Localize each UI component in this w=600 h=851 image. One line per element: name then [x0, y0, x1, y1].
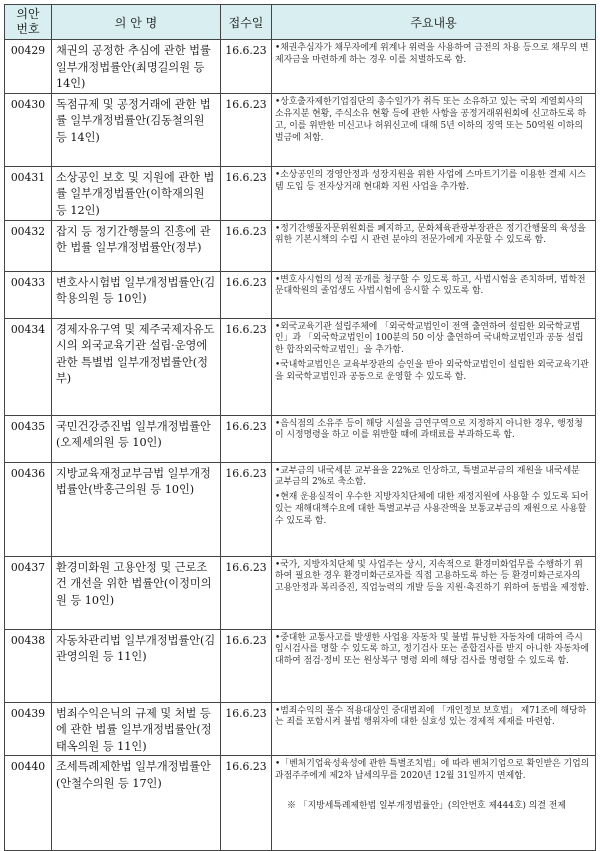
bill-number: 00436: [5, 462, 52, 556]
table-row: [5, 318, 596, 415]
content-point: •음식점의 소유주 등이 해당 시설을 금연구역으로 지정하지 아니한 경우, 행정청이 시정명령을 하고 이를 위반할 때에 과태료를 부과하도록 함.: [275, 418, 583, 441]
bill-number: 00438: [5, 629, 52, 702]
content-point: •상호출자제한기업집단의 총수일가가 취득 또는 소유하고 있는 국외 계열회사의 소유지분 현황, 주식소유 현황 등에 관한 사항을 공정거래위원회에 신고하도록 하고, 이를 위반한 미신고나 허위신고에 대해 5년 이하의 징역 또는 50억원 이하의 벌금에 처함.: [275, 96, 587, 143]
main-content: [272, 220, 596, 271]
main-content: [272, 271, 596, 318]
content-point: •「벤처기업육성육성에 관한 특별조치법」에 따라 벤처기업으로 확인받은 기업의 과점주주에게 제2차 납세의무를 2020년 12월 31일까지 면제함.: [275, 759, 590, 782]
content-point: •정기간행물자문위원회를 폐지하고, 문화체육관광부장관은 정기간행물의 육성을 위한 기본시책의 수립 시 관련 분야의 전문가에게 자문할 수 있도록 함.: [275, 223, 586, 246]
bill-name: 변호사시험법 일부개정법률안(김학용의원 등 10인): [52, 271, 221, 318]
main-content: [272, 318, 596, 415]
main-content: [272, 93, 596, 166]
bill-number: 00439: [5, 702, 52, 756]
main-content: [272, 756, 596, 851]
table-row: [5, 220, 596, 271]
main-content: [272, 556, 596, 629]
bill-name: 경제자유구역 및 제주국제자유도시의 외국교육기관 설립·운영에 관한 특별법 일부개정법률안(정부): [52, 318, 221, 415]
header-bill-name: 의 안 명: [52, 5, 221, 40]
bill-name: 채권의 공정한 추심에 관한 법률 일부개정법률안(최명길의원 등 14인): [52, 40, 221, 94]
bill-number: 00429: [5, 40, 52, 94]
header-main-content: 주요내용: [272, 5, 596, 40]
received-date: 16.6.23: [221, 93, 272, 166]
bill-table-body: [5, 40, 596, 851]
main-content: [272, 40, 596, 94]
content-point: •국가, 지방자치단체 및 사업주는 상시, 지속적으로 환경미화업무를 수행하기 위하여 필요한 경우 환경미화근로자를 직접 고용하도록 하는 등 환경미화근로자의 고용안정과 복리증진, 직업능력의 개발 등을 지원·촉진하기 위하여 동법을 제정함.: [275, 559, 589, 594]
content-point: •범죄수익의 몰수 적용대상인 중대범죄에 「개인정보 보호법」 제71조에 해당하는 죄를 포함시켜 불법 행위자에 대한 실효성 있는 경제적 제재를 마련함.: [275, 705, 587, 728]
received-date: 16.6.23: [221, 462, 272, 556]
bill-number: 00434: [5, 318, 52, 415]
received-date: 16.6.23: [221, 318, 272, 415]
bill-number: 00431: [5, 166, 52, 220]
bill-name: 환경미화원 고용안정 및 근로조건 개선을 위한 법률안(이정미의원 등 10인): [52, 556, 221, 629]
received-date: 16.6.23: [221, 702, 272, 756]
content-point: •중대한 교통사고를 발생한 사업용 자동차 및 불법 튜닝한 자동차에 대하여 즉시 임시검사를 명할 수 있도록 하고, 정기검사 또는 종합검사를 받지 아니한 자동차에 대하여 점검·정비 또는 원상복구 명령 외에 해당 검사를 명령할 수 있도록 함.: [275, 632, 589, 667]
content-note: ※ 「지방세특례제한법 일부개정법률안」(의안번호 제444호) 의결 전제: [287, 801, 566, 812]
received-date: 16.6.23: [221, 629, 272, 702]
table-row: [5, 462, 596, 556]
table-row: [5, 93, 596, 166]
bill-name: 자동차관리법 일부개정법률안(김관영의원 등 11인): [52, 629, 221, 702]
header-received-date: 접수일: [221, 5, 272, 40]
content-point: •채권추심자가 채무자에게 위계나 위력을 사용하여 금전의 차용 등으로 채무의 변제자금을 마련하게 하는 경우 이를 처벌하도록 함.: [275, 43, 589, 65]
received-date: 16.6.23: [221, 415, 272, 462]
received-date: 16.6.23: [221, 556, 272, 629]
received-date: 16.6.23: [221, 166, 272, 220]
table-row: [5, 556, 596, 629]
bill-name: 지방교육재정교부금법 일부개정법률안(박홍근의원 등 10인): [52, 462, 221, 556]
content-point: •소상공인의 경영안정과 성장지원을 위한 사업에 스마트기기를 이용한 결제 시스템 도입 등 전자상거래 현대화 지원 사업을 추가함.: [275, 169, 586, 192]
bill-number: 00440: [5, 756, 52, 851]
bill-number: 00435: [5, 415, 52, 462]
table-row: [5, 415, 596, 462]
content-point: •외국교육기관 설립주체에 「외국학교법인이 전액 출연하여 설립한 외국학교법인」과 「외국학교법인이 100분의 50 이상 출연하여 국내학교법인과 공동 설립한 합작외국학교법인」을 추가함.: [275, 321, 584, 356]
main-content: [272, 629, 596, 702]
content-point: •교부금의 내국세분 교부율을 22%로 인상하고, 특별교부금의 재원을 내국세분 교부금의 2%로 축소함.: [275, 465, 580, 488]
table-row: [5, 271, 596, 318]
received-date: 16.6.23: [221, 756, 272, 851]
table-row: [5, 40, 596, 94]
content-point: •국내학교법인은 교육부장관의 승인을 받아 외국학교법인이 설립한 외국교육기관을 외국학교법인과 공동으로 운영할 수 있도록 함.: [275, 360, 589, 383]
bill-number: 00437: [5, 556, 52, 629]
content-point: •현재 운용실적이 우수한 지방자치단체에 대한 재정지원에 사용할 수 있도록 되어 있는 재해대책수요에 대한 특별교부금 사용잔액을 보통교부금의 재원으로 사용할 수 있도록 함.: [275, 492, 589, 527]
table-row: [5, 629, 596, 702]
header-bill-number: 의안 번호: [5, 5, 52, 40]
main-content: [272, 166, 596, 220]
bill-name: 조세특례제한법 일부개정법률안(안철수의원 등 17인): [52, 756, 221, 851]
bill-name: 독점규제 및 공정거래에 관한 법률 일부개정법률안(김동철의원 등 14인): [52, 93, 221, 166]
bill-table: [4, 4, 596, 851]
content-point: •변호사시험의 성적 공개를 청구할 수 있도록 하고, 사법시험을 존치하며, 법학전문대학원의 졸업생도 사법시험에 응시할 수 있도록 함.: [275, 274, 586, 297]
bill-number: 00430: [5, 93, 52, 166]
main-content: [272, 415, 596, 462]
bill-number: 00432: [5, 220, 52, 271]
table-row: [5, 756, 596, 851]
bill-name: 소상공인 보호 및 지원에 관한 법률 일부개정법률안(이학재의원 등 12인): [52, 166, 221, 220]
table-row: [5, 166, 596, 220]
table-row: [5, 702, 596, 756]
bill-name: 국민건강증진법 일부개정법률안(오제세의원 등 10인): [52, 415, 221, 462]
bill-name: 범죄수익은닉의 규제 및 처벌 등에 관한 법률 일부개정법률안(정태옥의원 등 11인): [52, 702, 221, 756]
bill-name: 잡지 등 정기간행물의 진흥에 관한 법률 일부개정법률안(정부): [52, 220, 221, 271]
received-date: 16.6.23: [221, 40, 272, 94]
bill-number: 00433: [5, 271, 52, 318]
received-date: 16.6.23: [221, 220, 272, 271]
table-header-row: [5, 5, 596, 40]
main-content: [272, 462, 596, 556]
main-content: [272, 702, 596, 756]
received-date: 16.6.23: [221, 271, 272, 318]
